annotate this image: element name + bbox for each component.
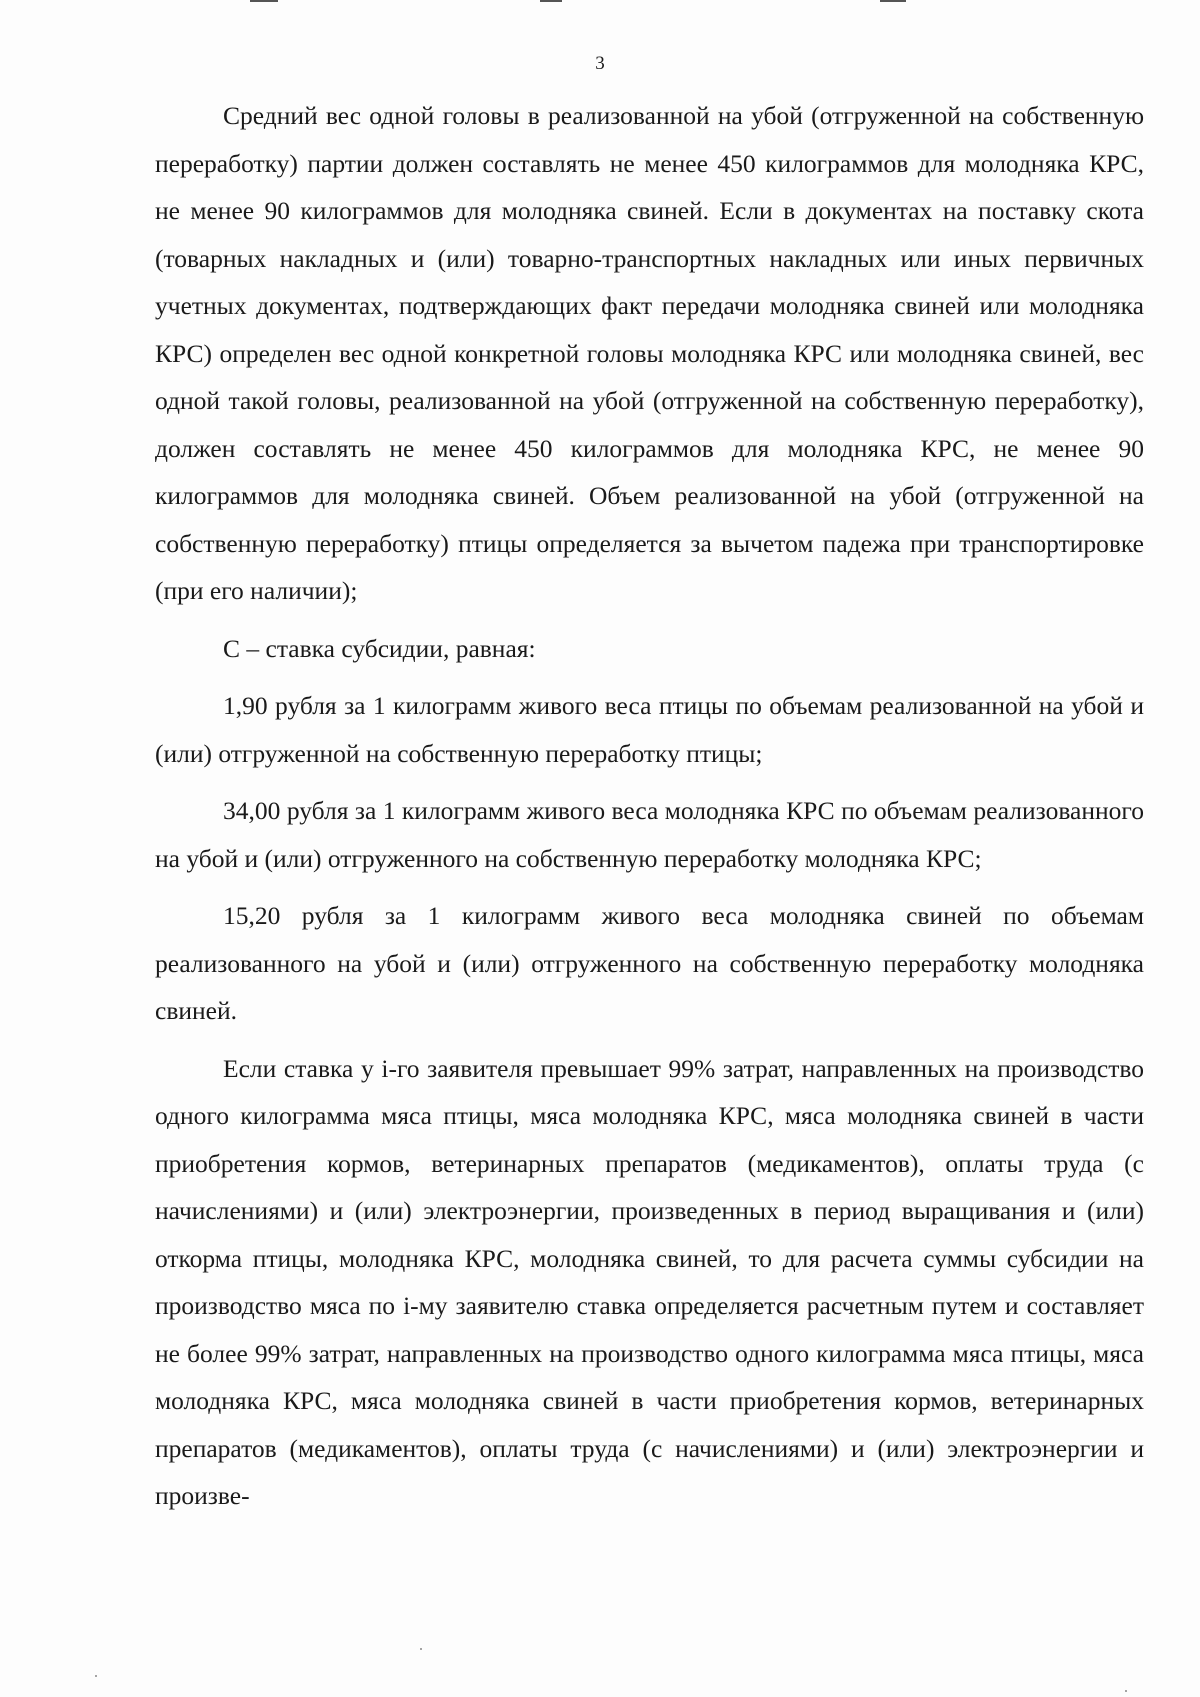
scan-artifact-top [0, 0, 1200, 4]
scan-speck [420, 1648, 422, 1650]
scan-speck [95, 1675, 97, 1677]
paragraph-rate-pigs: 15,20 рубля за 1 килограмм живого веса молодняка свиней по объемам реализованного на убой и (или) отгруженного на собственную переработку молодняка свиней. [155, 901, 1144, 1025]
page-number: 3 [595, 53, 605, 74]
paragraph-rate-cattle: 34,00 рубля за 1 килограмм живого веса молодняка КРС по объемам реализованного на убой и (или) отгруженного на собственную переработку молодняка КРС; [155, 796, 1144, 873]
scan-speck [1125, 1690, 1127, 1692]
paragraph-average-weight: Средний вес одной головы в реализованной на убой (отгруженной на собственную переработку) партии должен составлять не менее 450 килограммов для молодняка КРС, не менее 90 килограммов для молодняка свиней. Если в документах на поставку скота (товарных накладных и (или) товарно-транспортных накладных или иных первичных учетных документах, подтверждающих факт передачи молодняка свиней или молодняка КРС) определен вес одной конкретной головы молодняка КРС или молодняка свиней, вес одной такой головы, реализованной на убой (отгруженной на собственную переработку), должен составлять не менее 450 килограммов для молодняка КРС, не менее 90 килограммов для молодняка свиней. Объем реализованной на убой (отгруженной на собственную переработку) птицы определяется за вычетом падежа при транспортировке (при его наличии); [155, 101, 1144, 605]
document-body [155, 92, 1144, 1520]
paragraph-rate-cap: Если ставка у i-го заявителя превышает 99% затрат, направленных на производство одного килограмма мяса птицы, мяса молодняка КРС, мяса молодняка свиней в части приобретения кормов, ветеринарных препаратов (медикаментов), оплаты труда (с начислениями) и (или) электроэнергии, произведенных в период выращивания и (или) откорма птицы, молодняка КРС, молодняка свиней, то для расчета суммы субсидии на производство мяса по i-му заявителю ставка определяется расчетным путем и составляет не более 99% затрат, направленных на производство одного килограмма мяса птицы, мяса молодняка КРС, мяса молодняка свиней в части приобретения кормов, ветеринарных препаратов (медикаментов), оплаты труда (с начислениями) и (или) электроэнергии и произве- [155, 1053, 1144, 1510]
paragraph-rate-poultry: 1,90 рубля за 1 килограмм живого веса птицы по объемам реализованной на убой и (или) отгруженной на собственную переработку птицы; [155, 691, 1144, 768]
paragraph-subsidy-rate-intro: С – ставка субсидии, равная: [223, 633, 536, 663]
